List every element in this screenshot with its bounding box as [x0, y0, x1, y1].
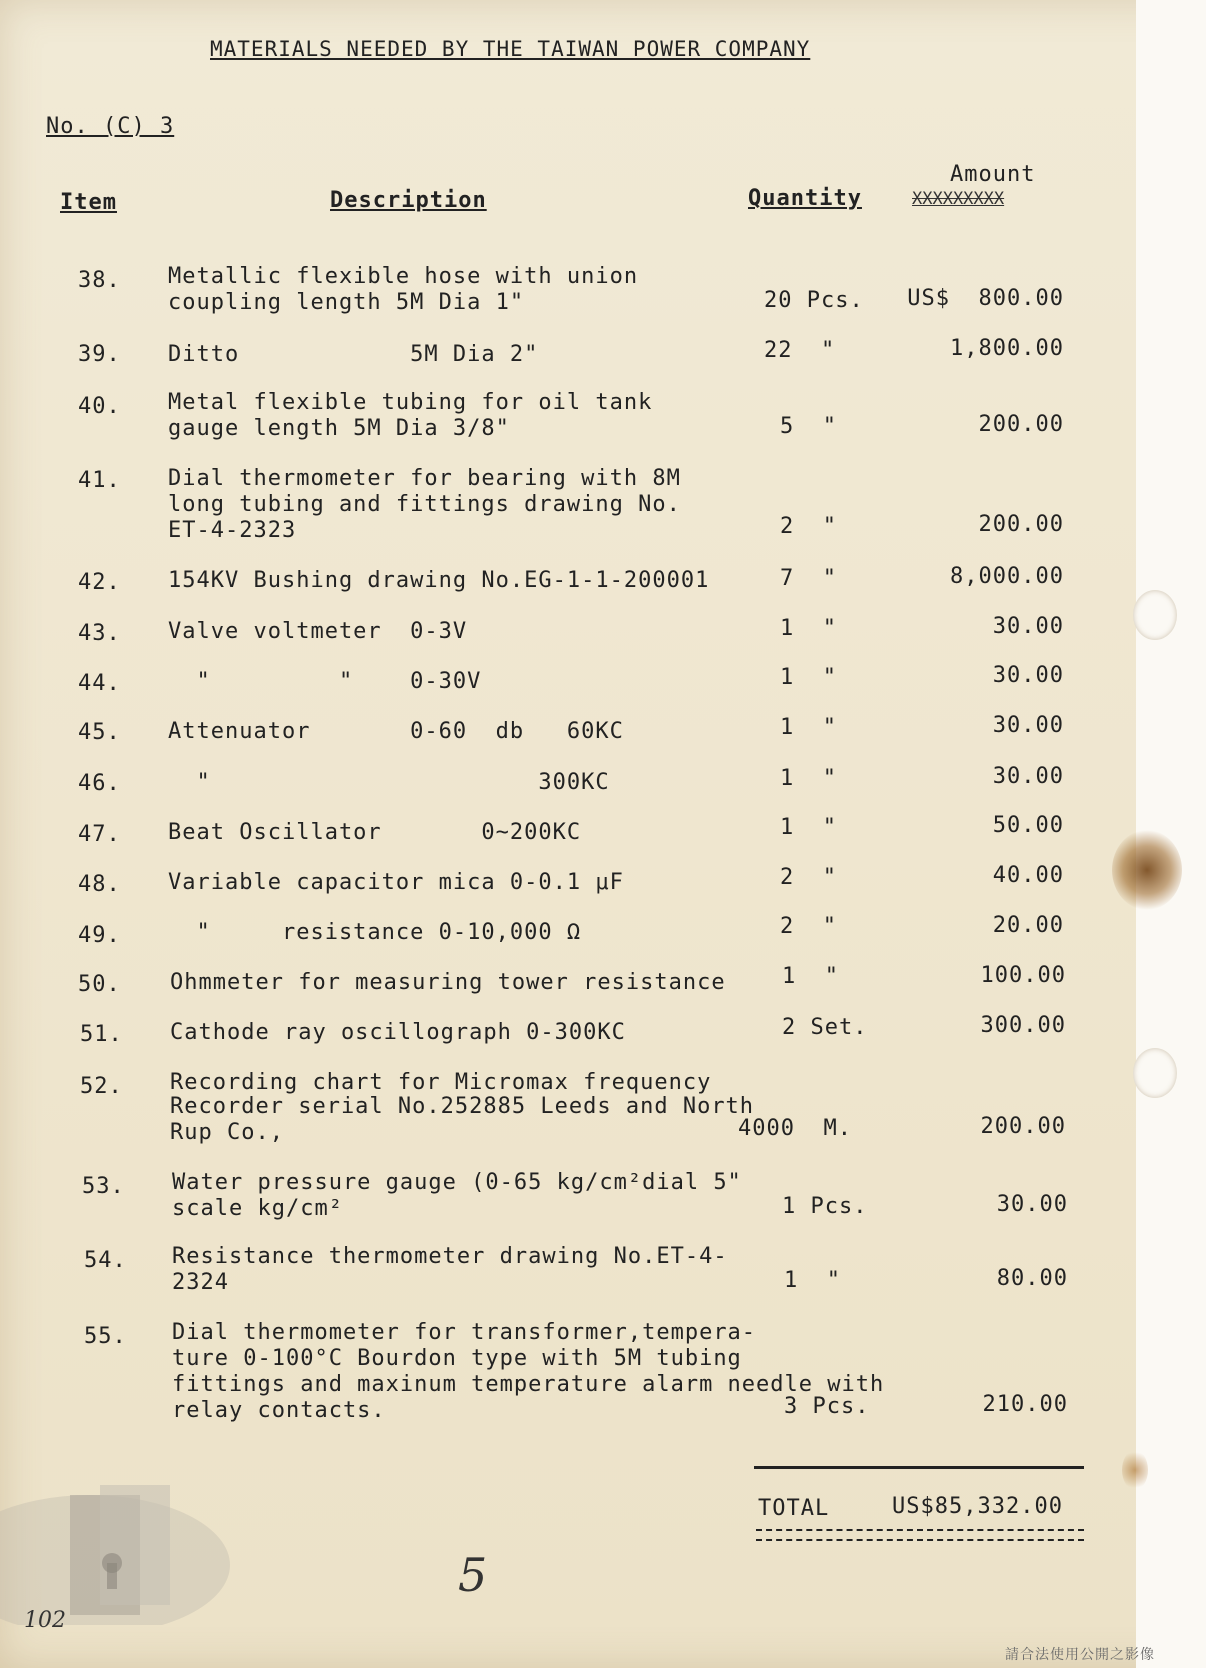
item-amount: 300.00 — [980, 1013, 1066, 1038]
item-amount: 200.00 — [978, 512, 1064, 537]
item-quantity: 2 " — [780, 914, 837, 939]
item-description: long tubing and fittings drawing No. — [168, 492, 681, 517]
item-number: 38. — [78, 268, 121, 293]
item-number: 48. — [78, 872, 121, 897]
item-amount: 8,000.00 — [950, 564, 1064, 589]
item-number: 55. — [84, 1324, 127, 1349]
item-description: 2324 — [172, 1270, 229, 1295]
item-quantity: 22 " — [764, 338, 836, 363]
archive-watermark: 請合法使用公開之影像 — [1005, 1647, 1155, 1663]
total-value: US$85,332.00 — [892, 1494, 1063, 1519]
item-description: Recording chart for Micromax frequency — [170, 1070, 712, 1095]
header-quantity: Quantity — [748, 186, 862, 211]
item-description: ET-4-2323 — [168, 518, 297, 543]
item-description: ture 0-100°C Bourdon type with 5M tubing — [172, 1346, 742, 1371]
item-description: Recorder serial No.252885 Leeds and North — [170, 1094, 755, 1119]
item-amount: 200.00 — [980, 1114, 1066, 1139]
item-description: Metallic flexible hose with union — [168, 264, 639, 289]
item-amount: 30.00 — [992, 614, 1064, 639]
item-quantity: 20 Pcs. — [764, 288, 864, 313]
item-amount: 40.00 — [992, 863, 1064, 888]
item-quantity: 3 Pcs. — [784, 1394, 870, 1419]
item-amount: 100.00 — [980, 963, 1066, 988]
item-number: 47. — [78, 822, 121, 847]
item-description: Dial thermometer for bearing with 8M — [168, 466, 681, 491]
handwritten-corner-mark: 102 — [24, 1608, 66, 1633]
header-amount-struck: XXXXXXXXX — [912, 189, 1005, 209]
item-amount: US$ 800.00 — [907, 286, 1064, 311]
item-quantity: 7 " — [780, 566, 837, 591]
item-number: 49. — [78, 923, 121, 948]
item-quantity: 4000 M. — [738, 1116, 852, 1141]
item-amount: 30.00 — [992, 713, 1064, 738]
item-description: Rup Co., — [170, 1120, 284, 1145]
item-description: coupling length 5M Dia 1" — [168, 290, 525, 315]
item-description: Water pressure gauge (0-65 kg/cm²dial 5" — [172, 1170, 742, 1195]
item-description: " " 0-30V — [168, 669, 482, 694]
total-label: TOTAL — [758, 1496, 830, 1521]
item-description: relay contacts. — [172, 1398, 386, 1423]
item-amount: 30.00 — [992, 764, 1064, 789]
header-amount: Amount — [950, 162, 1036, 187]
item-description: Variable capacitor mica 0-0.1 μF — [168, 870, 624, 895]
archive-logo-icon — [0, 1455, 230, 1625]
item-amount: 30.00 — [996, 1192, 1068, 1217]
item-number: 45. — [78, 720, 121, 745]
item-number: 54. — [84, 1248, 127, 1273]
item-amount: 200.00 — [978, 412, 1064, 437]
total-double-rule — [756, 1529, 1084, 1541]
item-quantity: 1 " — [782, 964, 839, 989]
item-quantity: 5 " — [780, 414, 837, 439]
item-description: 154KV Bushing drawing No.EG-1-1-200001 — [168, 568, 710, 593]
document-title: MATERIALS NEEDED BY THE TAIWAN POWER COMPANY — [210, 37, 811, 61]
item-description: " resistance 0-10,000 Ω — [168, 920, 582, 945]
item-description: Beat Oscillator 0~200KC — [168, 820, 582, 845]
item-quantity: 1 " — [780, 815, 837, 840]
item-description: Valve voltmeter 0-3V — [168, 619, 468, 644]
stain-spot-small — [1122, 1450, 1148, 1490]
punch-hole-bottom — [1133, 1048, 1177, 1098]
item-quantity: 1 " — [780, 665, 837, 690]
item-quantity: 1 " — [784, 1268, 841, 1293]
item-quantity: 2 " — [780, 514, 837, 539]
item-description: Cathode ray oscillograph 0-300KC — [170, 1020, 626, 1045]
item-amount: 50.00 — [992, 813, 1064, 838]
item-number: 42. — [78, 570, 121, 595]
item-description: Ditto 5M Dia 2" — [168, 342, 539, 367]
item-amount: 30.00 — [992, 663, 1064, 688]
stain-spot — [1112, 830, 1182, 910]
item-description: Resistance thermometer drawing No.ET-4- — [172, 1244, 728, 1269]
item-description: scale kg/cm² — [172, 1196, 343, 1221]
punch-hole-top — [1133, 590, 1177, 640]
item-quantity: 1 " — [780, 715, 837, 740]
item-number: 51. — [80, 1022, 123, 1047]
item-quantity: 1 Pcs. — [782, 1194, 868, 1219]
item-quantity: 2 Set. — [782, 1015, 868, 1040]
item-number: 44. — [78, 671, 121, 696]
total-rule — [754, 1466, 1084, 1469]
item-number: 46. — [78, 771, 121, 796]
item-quantity: 2 " — [780, 865, 837, 890]
document-number: No. (C) 3 — [46, 114, 175, 139]
item-description: " 300KC — [168, 770, 610, 795]
item-description: gauge length 5M Dia 3/8" — [168, 416, 510, 441]
item-number: 39. — [78, 342, 121, 367]
item-description: Ohmmeter for measuring tower resistance — [170, 970, 726, 995]
item-amount: 20.00 — [992, 913, 1064, 938]
item-number: 53. — [82, 1174, 125, 1199]
header-description: Description — [330, 188, 487, 213]
item-description: Metal flexible tubing for oil tank — [168, 390, 653, 415]
item-description: Attenuator 0-60 db 60KC — [168, 719, 624, 744]
item-number: 52. — [80, 1074, 123, 1099]
item-number: 50. — [78, 972, 121, 997]
header-item: Item — [60, 190, 117, 215]
item-amount: 1,800.00 — [950, 336, 1064, 361]
item-number: 40. — [78, 394, 121, 419]
handwritten-page-number: 5 — [458, 1548, 488, 1602]
item-amount: 210.00 — [982, 1392, 1068, 1417]
item-quantity: 1 " — [780, 766, 837, 791]
item-description: fittings and maxinum temperature alarm needle with — [172, 1372, 885, 1397]
item-description: Dial thermometer for transformer,tempera- — [172, 1320, 757, 1345]
item-number: 43. — [78, 621, 121, 646]
item-quantity: 1 " — [780, 616, 837, 641]
item-number: 41. — [78, 468, 121, 493]
item-amount: 80.00 — [996, 1266, 1068, 1291]
